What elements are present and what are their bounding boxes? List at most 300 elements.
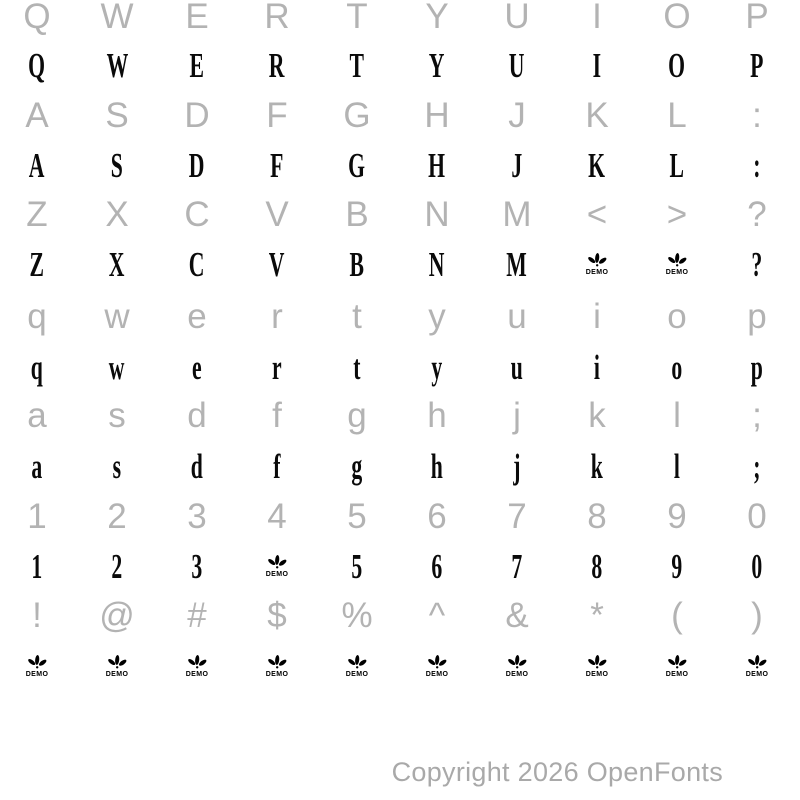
glyph-char: j	[513, 447, 521, 486]
glyph-cell	[77, 43, 157, 89]
glyph-cell	[717, 544, 797, 590]
glyph-cell	[397, 242, 477, 288]
demo-label: DEMO	[585, 671, 609, 678]
demo-replacement-glyph	[20, 655, 54, 678]
glyph-cell	[717, 192, 797, 238]
glyph-char: a	[27, 396, 47, 435]
glyph-char: ;	[753, 447, 761, 486]
glyph-cell	[237, 494, 317, 540]
glyph-char: E	[189, 46, 205, 85]
fleuron-leaves-icon	[426, 655, 448, 670]
glyph-cell	[397, 544, 477, 590]
glyph-char: I	[592, 0, 602, 36]
glyph-char: T	[349, 46, 365, 85]
glyph-char: C	[189, 245, 205, 284]
glyph-char: 3	[187, 497, 207, 536]
glyph-cell	[157, 242, 237, 288]
glyph-char: $	[267, 596, 287, 635]
glyph-char: >	[666, 195, 688, 234]
fleuron-leaves-icon	[666, 253, 688, 268]
glyph-char: w	[109, 348, 125, 387]
fleuron-leaves-icon	[586, 655, 608, 670]
glyph-char: l	[673, 447, 681, 486]
glyph-char: )	[751, 596, 763, 635]
glyph-cell	[317, 93, 397, 139]
glyph-cell	[557, 242, 637, 288]
demo-replacement-glyph	[260, 555, 294, 578]
glyph-char: X	[109, 245, 125, 284]
demo-replacement-glyph	[500, 655, 534, 678]
glyph-char: t	[353, 348, 361, 387]
demo-replacement-glyph	[660, 253, 694, 276]
glyph-cell	[477, 644, 557, 690]
glyph-char: ?	[747, 195, 767, 234]
glyph-cell	[397, 93, 477, 139]
glyph-cell	[557, 393, 637, 439]
preview-font-row	[0, 143, 797, 189]
fleuron-leaves-icon	[266, 555, 288, 570]
glyph-cell	[0, 0, 77, 40]
glyph-cell	[157, 43, 237, 89]
glyph-cell	[157, 192, 237, 238]
glyph-cell	[397, 0, 477, 40]
glyph-cell	[77, 544, 157, 590]
glyph-char: f	[272, 396, 282, 435]
glyph-cell	[557, 0, 637, 40]
demo-label: DEMO	[585, 269, 609, 276]
glyph-cell	[317, 294, 397, 340]
glyph-char: d	[187, 396, 207, 435]
demo-replacement-glyph	[580, 655, 614, 678]
glyph-char: 5	[347, 497, 367, 536]
glyph-cell	[0, 93, 77, 139]
preview-font-row	[0, 43, 797, 89]
glyph-cell	[77, 444, 157, 490]
glyph-cell	[717, 644, 797, 690]
glyph-cell	[397, 192, 477, 238]
glyph-char: Y	[425, 0, 449, 36]
glyph-cell	[0, 444, 77, 490]
glyph-cell	[717, 242, 797, 288]
glyph-char: i	[593, 297, 601, 336]
glyph-char: A	[29, 146, 45, 185]
glyph-char: (	[671, 596, 683, 635]
fleuron-leaves-icon	[666, 655, 688, 670]
preview-font-row	[0, 345, 797, 391]
glyph-cell	[77, 143, 157, 189]
glyph-cell	[637, 494, 717, 540]
glyph-char: G	[348, 146, 366, 185]
glyph-cell	[237, 593, 317, 639]
demo-label: DEMO	[345, 671, 369, 678]
glyph-char: ?	[751, 245, 763, 284]
glyph-cell	[397, 644, 477, 690]
glyph-cell	[77, 0, 157, 40]
glyph-char: g	[351, 447, 363, 486]
demo-replacement-glyph	[660, 655, 694, 678]
glyph-cell	[557, 143, 637, 189]
glyph-cell	[317, 345, 397, 391]
glyph-cell	[77, 644, 157, 690]
glyph-char: J	[511, 146, 523, 185]
glyph-cell	[637, 192, 717, 238]
glyph-cell	[557, 544, 637, 590]
glyph-char: u	[510, 348, 524, 387]
demo-label: DEMO	[265, 571, 289, 578]
glyph-char: S	[110, 146, 124, 185]
glyph-cell	[317, 593, 397, 639]
glyph-cell	[317, 242, 397, 288]
glyph-char: U	[504, 0, 530, 36]
glyph-char: U	[509, 46, 525, 85]
glyph-char: 8	[591, 547, 603, 586]
glyph-char: O	[663, 0, 691, 36]
glyph-char: B	[349, 245, 365, 284]
glyph-cell	[157, 494, 237, 540]
glyph-cell	[557, 93, 637, 139]
glyph-char: D	[189, 146, 205, 185]
glyph-char: g	[347, 396, 367, 435]
glyph-char: l	[673, 396, 681, 435]
glyph-cell	[317, 0, 397, 40]
preview-font-row	[0, 544, 797, 590]
glyph-cell	[317, 544, 397, 590]
glyph-cell	[0, 192, 77, 238]
glyph-cell	[0, 494, 77, 540]
glyph-cell	[157, 143, 237, 189]
glyph-cell	[477, 43, 557, 89]
glyph-char: q	[27, 297, 47, 336]
glyph-char: t	[352, 297, 362, 336]
glyph-cell	[157, 444, 237, 490]
glyph-cell	[77, 192, 157, 238]
glyph-char: f	[273, 447, 281, 486]
keyboard-reference-row	[0, 393, 797, 439]
glyph-cell	[477, 143, 557, 189]
glyph-cell	[237, 393, 317, 439]
glyph-cell	[397, 345, 477, 391]
glyph-cell	[237, 444, 317, 490]
glyph-cell	[637, 345, 717, 391]
glyph-char: Q	[23, 0, 51, 36]
glyph-char: E	[185, 0, 209, 36]
glyph-char: e	[192, 348, 202, 387]
demo-label: DEMO	[665, 269, 689, 276]
glyph-cell	[397, 494, 477, 540]
glyph-char: 9	[667, 497, 687, 536]
glyph-char: 5	[351, 547, 363, 586]
glyph-char: 7	[511, 547, 523, 586]
glyph-char: G	[343, 96, 371, 135]
glyph-cell	[637, 43, 717, 89]
fleuron-leaves-icon	[186, 655, 208, 670]
glyph-cell	[237, 544, 317, 590]
glyph-char: p	[747, 297, 767, 336]
glyph-char: Q	[28, 46, 46, 85]
glyph-char: i	[593, 348, 601, 387]
glyph-cell	[717, 444, 797, 490]
glyph-cell	[397, 444, 477, 490]
glyph-char: e	[187, 297, 207, 336]
demo-label: DEMO	[665, 671, 689, 678]
glyph-char: M	[502, 195, 532, 234]
glyph-cell	[157, 0, 237, 40]
glyph-cell	[637, 593, 717, 639]
glyph-char: P	[745, 0, 769, 36]
glyph-char: :	[753, 146, 761, 185]
glyph-cell	[157, 644, 237, 690]
demo-label: DEMO	[185, 671, 209, 678]
glyph-char: s	[108, 396, 126, 435]
glyph-char: K	[588, 146, 606, 185]
glyph-cell	[237, 242, 317, 288]
glyph-cell	[717, 93, 797, 139]
glyph-char: d	[190, 447, 204, 486]
glyph-char: w	[104, 297, 130, 336]
glyph-char: R	[269, 46, 285, 85]
preview-font-row	[0, 444, 797, 490]
glyph-char: k	[590, 447, 604, 486]
glyph-cell	[717, 43, 797, 89]
glyph-char: C	[184, 195, 210, 234]
glyph-cell	[77, 494, 157, 540]
glyph-cell	[717, 0, 797, 40]
glyph-char: y	[431, 348, 443, 387]
glyph-cell	[477, 393, 557, 439]
glyph-char: ;	[752, 396, 762, 435]
glyph-cell	[317, 494, 397, 540]
glyph-char: !	[32, 596, 42, 635]
glyph-char: ^	[428, 596, 446, 635]
glyph-char: @	[99, 596, 135, 635]
glyph-cell	[317, 43, 397, 89]
demo-replacement-glyph	[340, 655, 374, 678]
glyph-cell	[477, 93, 557, 139]
glyph-char: q	[30, 348, 44, 387]
fleuron-leaves-icon	[586, 253, 608, 268]
fleuron-leaves-icon	[346, 655, 368, 670]
glyph-char: W	[106, 46, 128, 85]
glyph-char: V	[265, 195, 289, 234]
glyph-cell	[717, 294, 797, 340]
glyph-char: H	[428, 146, 446, 185]
glyph-cell	[157, 345, 237, 391]
demo-label: DEMO	[505, 671, 529, 678]
glyph-cell	[637, 242, 717, 288]
demo-label: DEMO	[425, 671, 449, 678]
glyph-char: o	[671, 348, 683, 387]
glyph-char: D	[184, 96, 210, 135]
glyph-cell	[237, 93, 317, 139]
glyph-cell	[557, 494, 637, 540]
glyph-char: j	[513, 396, 521, 435]
copyright-text: Copyright 2026 OpenFonts	[391, 757, 723, 787]
glyph-cell	[0, 242, 77, 288]
glyph-char: &	[505, 596, 529, 635]
fleuron-leaves-icon	[266, 655, 288, 670]
glyph-char: X	[105, 195, 129, 234]
glyph-cell	[637, 544, 717, 590]
glyph-cell	[477, 242, 557, 288]
glyph-cell	[157, 93, 237, 139]
glyph-char: A	[25, 96, 49, 135]
glyph-char: 0	[747, 497, 767, 536]
demo-label: DEMO	[745, 671, 769, 678]
glyph-char: R	[264, 0, 290, 36]
glyph-cell	[477, 593, 557, 639]
glyph-char: 1	[27, 497, 47, 536]
glyph-cell	[317, 192, 397, 238]
glyph-cell	[637, 143, 717, 189]
glyph-char: y	[428, 297, 446, 336]
keyboard-reference-row	[0, 593, 797, 639]
glyph-char: N	[429, 245, 445, 284]
keyboard-reference-row	[0, 494, 797, 540]
glyph-cell	[637, 644, 717, 690]
glyph-cell	[0, 644, 77, 690]
glyph-cell	[477, 494, 557, 540]
glyph-cell	[397, 393, 477, 439]
glyph-cell	[237, 294, 317, 340]
glyph-cell	[397, 593, 477, 639]
glyph-cell	[157, 393, 237, 439]
glyph-cell	[717, 593, 797, 639]
glyph-cell	[397, 43, 477, 89]
glyph-cell	[237, 143, 317, 189]
glyph-cell	[557, 192, 637, 238]
glyph-cell	[77, 393, 157, 439]
glyph-char: r	[272, 348, 282, 387]
preview-font-row	[0, 242, 797, 288]
demo-replacement-glyph	[100, 655, 134, 678]
glyph-char: M	[506, 245, 528, 284]
glyph-char: K	[585, 96, 609, 135]
glyph-cell	[0, 143, 77, 189]
preview-font-row	[0, 644, 797, 690]
glyph-char: 0	[751, 547, 763, 586]
glyph-char: N	[424, 195, 450, 234]
glyph-cell	[237, 0, 317, 40]
keyboard-reference-row	[0, 192, 797, 238]
glyph-char: B	[345, 195, 369, 234]
glyph-char: *	[590, 596, 604, 635]
glyph-cell	[0, 593, 77, 639]
glyph-char: I	[592, 46, 602, 85]
glyph-cell	[77, 593, 157, 639]
glyph-char: P	[750, 46, 764, 85]
keyboard-reference-row	[0, 294, 797, 340]
glyph-char: F	[270, 146, 284, 185]
glyph-cell	[477, 192, 557, 238]
keyboard-reference-row	[0, 0, 797, 40]
glyph-char: a	[31, 447, 43, 486]
glyph-cell	[557, 444, 637, 490]
glyph-cell	[717, 345, 797, 391]
glyph-char: #	[187, 596, 207, 635]
glyph-cell	[477, 294, 557, 340]
demo-replacement-glyph	[740, 655, 774, 678]
glyph-char: J	[508, 96, 526, 135]
glyph-char: 9	[671, 547, 683, 586]
glyph-cell	[0, 294, 77, 340]
glyph-char: L	[669, 146, 685, 185]
demo-replacement-glyph	[580, 253, 614, 276]
glyph-char: Z	[26, 195, 48, 234]
glyph-cell	[0, 393, 77, 439]
glyph-cell	[157, 593, 237, 639]
glyph-char: h	[427, 396, 447, 435]
glyph-char: 7	[507, 497, 527, 536]
glyph-cell	[557, 294, 637, 340]
glyph-char: T	[346, 0, 368, 36]
glyph-cell	[237, 192, 317, 238]
glyph-cell	[717, 494, 797, 540]
glyph-char: 1	[31, 547, 43, 586]
glyph-cell	[557, 43, 637, 89]
glyph-char: %	[341, 596, 373, 635]
keyboard-reference-row	[0, 93, 797, 139]
glyph-char: u	[507, 297, 527, 336]
glyph-char: 2	[107, 497, 127, 536]
glyph-cell	[557, 593, 637, 639]
glyph-char: 3	[191, 547, 203, 586]
glyph-cell	[237, 644, 317, 690]
glyph-cell	[157, 294, 237, 340]
glyph-cell	[477, 0, 557, 40]
glyph-char: L	[667, 96, 687, 135]
glyph-char: 2	[111, 547, 123, 586]
glyph-char: Z	[29, 245, 45, 284]
glyph-char: O	[668, 46, 686, 85]
glyph-char: p	[750, 348, 764, 387]
glyph-cell	[637, 93, 717, 139]
glyph-char: V	[269, 245, 285, 284]
glyph-cell	[637, 294, 717, 340]
glyph-cell	[717, 143, 797, 189]
glyph-char: :	[752, 96, 762, 135]
glyph-char: F	[266, 96, 288, 135]
glyph-cell	[0, 345, 77, 391]
glyph-char: Y	[429, 46, 445, 85]
glyph-cell	[77, 93, 157, 139]
glyph-char: 4	[267, 497, 287, 536]
glyph-cell	[0, 544, 77, 590]
glyph-cell	[237, 345, 317, 391]
glyph-cell	[317, 393, 397, 439]
glyph-cell	[637, 393, 717, 439]
glyph-char: <	[586, 195, 608, 234]
glyph-char: 6	[427, 497, 447, 536]
glyph-cell	[397, 143, 477, 189]
glyph-char: S	[105, 96, 129, 135]
glyph-cell	[477, 345, 557, 391]
demo-replacement-glyph	[420, 655, 454, 678]
glyph-cell	[77, 242, 157, 288]
glyph-char: k	[588, 396, 606, 435]
demo-label: DEMO	[25, 671, 49, 678]
demo-replacement-glyph	[180, 655, 214, 678]
glyph-cell	[237, 43, 317, 89]
demo-label: DEMO	[105, 671, 129, 678]
glyph-cell	[317, 444, 397, 490]
glyph-cell	[397, 294, 477, 340]
glyph-char: H	[424, 96, 450, 135]
glyph-char: 8	[587, 497, 607, 536]
glyph-char: h	[430, 447, 444, 486]
glyph-cell	[77, 294, 157, 340]
glyph-cell	[637, 0, 717, 40]
glyph-cell	[477, 544, 557, 590]
